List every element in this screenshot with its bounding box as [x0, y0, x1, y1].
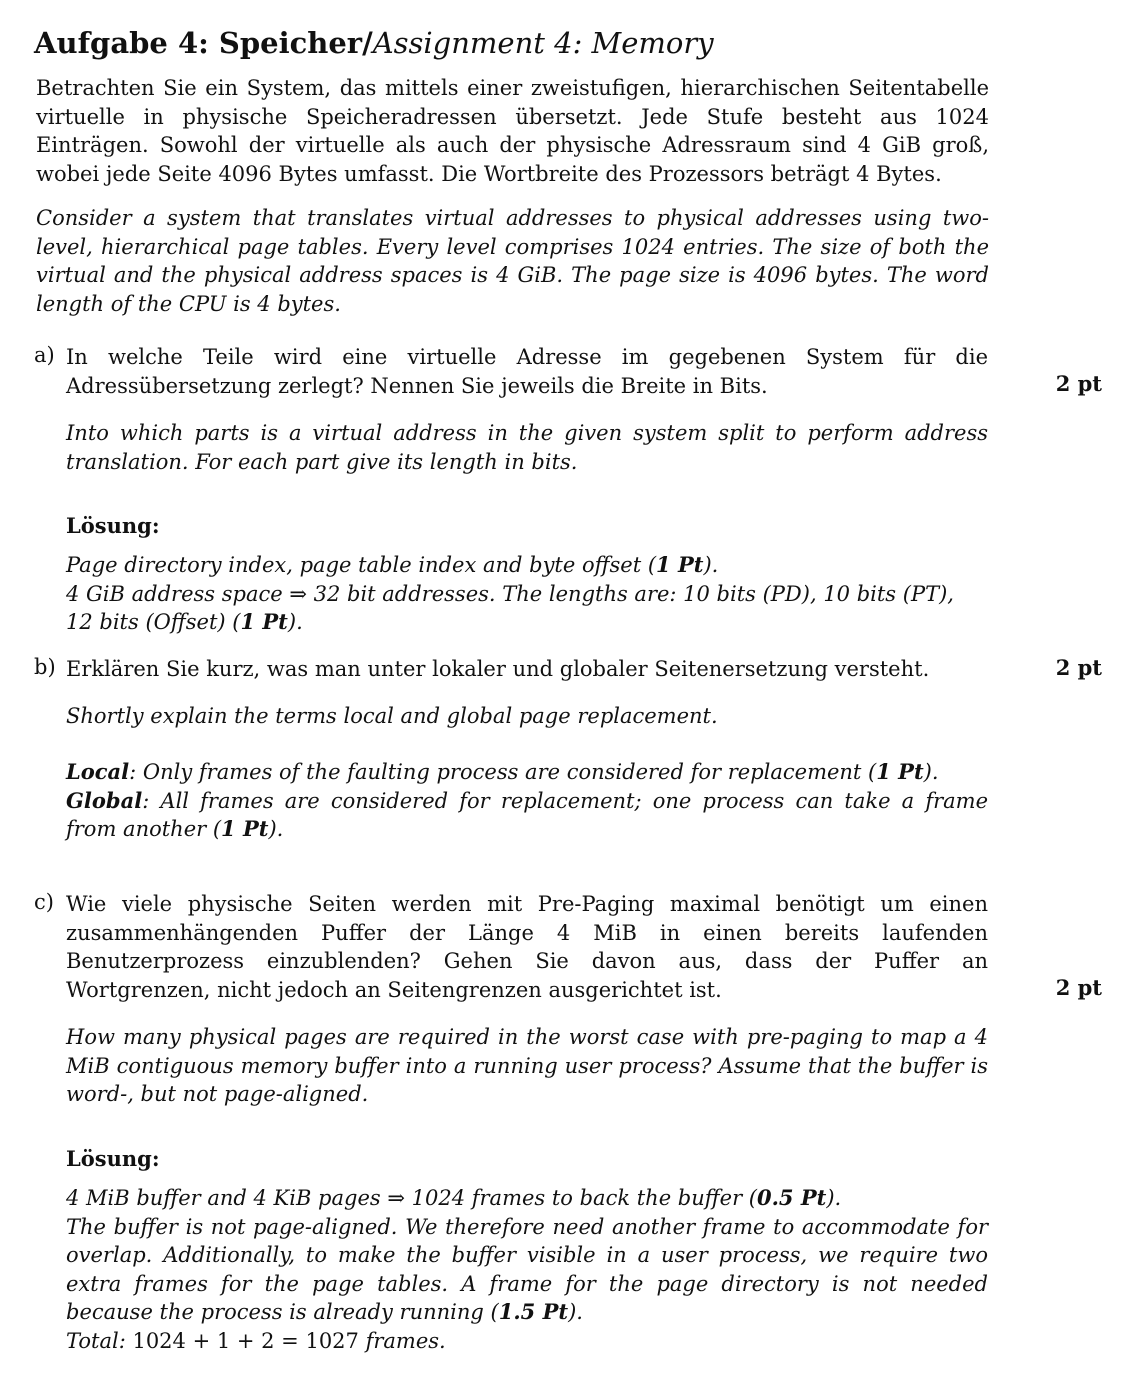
title-german: Aufgabe 4: Speicher/: [34, 26, 373, 60]
solution-c-heading: Lösung:: [66, 1146, 160, 1171]
solution-b-global: Global: All frames are considered for replacement; one process can take a frame: [66, 787, 988, 813]
intro-german: Betrachten Sie ein System, das mittels einer zweistufigen, hierarchischen Seitentabelle virtuelle in physische Speicheradressen übersetzt. Jede Stufe besteht aus 1024 Einträgen. Sowohl der virtuelle als auch der physische Adressraum sind 4 GiB groß, wobei jede Seite 4096 Bytes umfasst. Die Wortbreite des Prozessors beträgt 4 Bytes.: [36, 76, 989, 186]
question-b-english: Shortly explain the terms local and global page replacement.: [66, 704, 718, 728]
question-a-english: Into which parts is a virtual address in the given system split to perform address translation. For each part give its length in bits.: [66, 421, 988, 474]
solution-b-global-cont: from another (1 Pt).: [66, 816, 284, 841]
solution-a: [66, 551, 988, 637]
solution-a-heading: Lösung:: [66, 513, 160, 538]
solution-c-line-1: 4 MiB buffer and 4 KiB pages ⇒ 1024 frames to back the buffer (0.5 Pt).: [66, 1185, 842, 1210]
solution-c: [66, 1184, 988, 1355]
question-a-points: 2 pt: [1055, 371, 1102, 396]
assignment-title: [34, 26, 714, 60]
question-c-english: How many physical pages are required in the worst case with pre-paging to map a 4 MiB contiguous memory buffer into a running user process? Assume that the buffer is word-, but not page-aligned.: [66, 1025, 988, 1106]
question-a-label: a): [34, 343, 55, 367]
solution-a-line-2: 4 GiB address space ⇒ 32 bit addresses. The lengths are: 10 bits (PD), 10 bits (PT),: [66, 581, 954, 606]
question-b-label: b): [34, 655, 56, 679]
question-b-german: Erklären Sie kurz, was man unter lokaler und globaler Seitenersetzung versteht.: [66, 657, 930, 681]
question-c-label: c): [34, 890, 54, 914]
solution-a-line-3: 12 bits (Offset) (1 Pt).: [66, 609, 303, 634]
solution-c-total: Total: 1024 + 1 + 2 = 1027 frames.: [66, 1328, 446, 1353]
question-a-german: In welche Teile wird eine virtuelle Adresse im gegebenen System für die Adressübersetzung zerlegt? Nennen Sie jeweils die Breite in Bits.: [66, 345, 988, 398]
title-english: Assignment 4: Memory: [372, 26, 714, 60]
question-b-points: 2 pt: [1055, 655, 1102, 680]
question-c-german: Wie viele physische Seiten werden mit Pre-Paging maximal benötigt um einen zusammenhängenden Puffer der Länge 4 MiB in einen bereits laufenden Benutzerprozess einzublenden? Gehen Sie davon aus, dass der Puffer an Wortgrenzen, nicht jedoch an Seitengrenzen ausgerichtet ist.: [66, 892, 988, 1002]
solution-c-explanation: The buffer is not page-aligned. We therefore need another frame to accommodate for overlap. Additionally, to make the buffer visible in a user process, we require two extra frames for the page tables. A frame for the page directory is not needed because the process is already running (1.5 Pt).: [66, 1214, 988, 1324]
intro-english: Consider a system that translates virtual addresses to physical addresses using two-level, hierarchical page tables. Every level comprises 1024 entries. The size of both the virtual and the physical address spaces is 4 GiB. The page size is 4096 bytes. The word length of the CPU is 4 bytes.: [36, 206, 989, 316]
question-c-points: 2 pt: [1055, 975, 1102, 1000]
solution-b-local: Local: Only frames of the faulting process are considered for replacement (1 Pt).: [66, 759, 939, 784]
solution-a-line-1: Page directory index, page table index and byte offset (1 Pt).: [66, 552, 719, 577]
solution-b: [66, 758, 988, 844]
